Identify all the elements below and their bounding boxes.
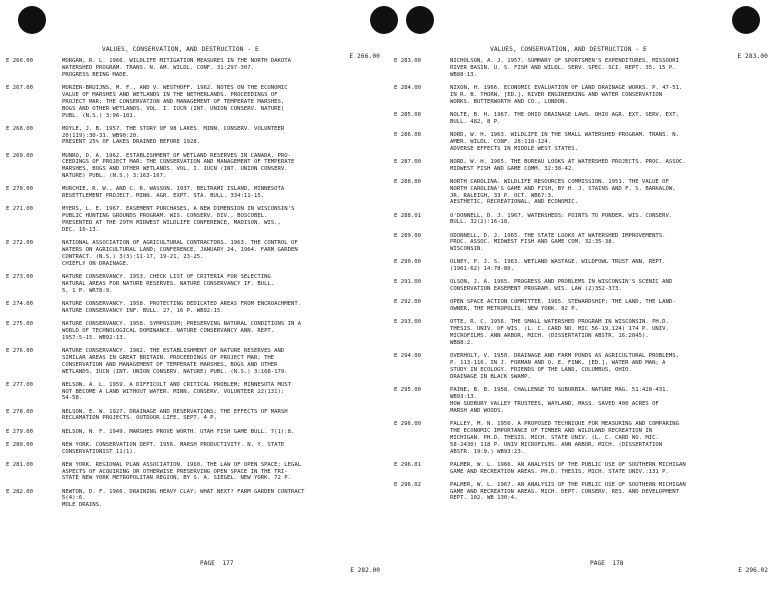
- citation-line: NEWTON, D. F. 1966. DRAINING HEAVY CLAY; WHAT NEXT? FARM GARDEN CONTRACT: [62, 488, 305, 495]
- citation-line: PROC. ASSOC. MIDWEST FISH AND GAME COM. 32:35-38.: [450, 239, 616, 246]
- bibliography-entry: [6, 348, 384, 376]
- citation-line: WATERS ON AGRICULTURAL LAND; CONFERENCE, JANUARY 24, 1964. FARM GARDEN: [62, 247, 298, 254]
- left-entry-list: [6, 58, 384, 515]
- citation-line: NORD, W. H. 1965. THE BUREAU LOOKS AT WATERSHED PROJECTS. PROC. ASSOC.: [450, 158, 686, 165]
- citation-line: RIVER BASIN. U. S. FISH AND WILDL. SERV. SPEC. SCI. REPT. 35, 15 P.: [450, 64, 676, 71]
- entry-code: E 274.00: [6, 300, 33, 307]
- citation-line: PUBLIC HUNTING GROUNDS PROGRAM. WIS. CONSERV. DIV., BOSCOBEL.: [62, 213, 268, 220]
- bibliography-entry: [394, 112, 772, 126]
- entry-code: E 281.00: [6, 461, 33, 468]
- citation-line: RESETTLEMENT PROJECT. MINN. AGR. EXPT. STA. BULL. 334:11-15.: [62, 193, 265, 200]
- entry-citation: [450, 421, 772, 456]
- citation-line: WORKS. BUTTERWORTH AND CO., LONDON.: [450, 98, 568, 105]
- entry-code: E 296.02: [394, 481, 421, 488]
- citation-line: MORGAN, R. L. 1966. WILDLIFE MITIGATION MEASURES IN THE NORTH DAKOTA: [62, 58, 292, 64]
- citation-line: GAME AND RECREATION AREAS. PH.D. THESIS, MICH. STATE UNIV.:131 P.: [450, 468, 669, 475]
- bibliography-entry: [6, 85, 384, 120]
- citation-line: MYERS, L. E. 1967. EASEMENT PURCHASES, A NEW DIMENSION IN WISCONSIN'S: [62, 206, 295, 213]
- citation-line: 5(4):6.: [62, 495, 86, 502]
- citation-line: AMER. WILDL. CONF. 28:118-124.: [450, 138, 552, 145]
- bibliography-entry: [394, 353, 772, 381]
- bibliography-entry: [394, 319, 772, 347]
- entry-code: E 269.00: [6, 152, 33, 159]
- citation-line: PRESENT 25% OF LAKES DRAINED BEFORE 1928.: [62, 139, 201, 146]
- bibliography-entry: [394, 421, 772, 456]
- right-header-title: VALUES, CONSERVATION, AND DESTRUCTION - E: [490, 46, 647, 53]
- bibliography-entry: [6, 409, 384, 423]
- entry-code: E 295.00: [394, 387, 421, 394]
- citation-line: (1961-62) 14:78-80.: [450, 266, 514, 273]
- citation-line: PROGRESS BEING MADE.: [62, 71, 130, 78]
- bibliography-entry: [6, 321, 384, 342]
- entry-citation: [450, 179, 772, 207]
- bibliography-entry: [6, 382, 384, 403]
- bibliography-entry: [394, 213, 772, 227]
- entry-citation: [62, 321, 384, 342]
- citation-line: O'DONNELL, D. J. 1967. WATERSHEDS: POINTS TO PONDER. WIS. CONSERV.: [450, 212, 673, 219]
- citation-line: 1957:5-15. WB92:13.: [62, 334, 126, 341]
- bibliography-entry: [394, 279, 772, 293]
- entry-citation: [62, 274, 384, 295]
- left-page: [6, 0, 384, 600]
- entry-citation: [62, 58, 384, 79]
- citation-line: NORTH CAROLINA'S GAME AND FISH, BY H. J. STAINS AND F. S. BARKALOW,: [450, 185, 676, 192]
- citation-line: STATE NEW YORK METROPOLITAN REGION, BY S. A. SIEGEL. NEW YORK. 72 P.: [62, 475, 292, 482]
- bibliography-entry: [6, 442, 384, 456]
- citation-line: NATURE CONSERVANCY. 1953. CHECK LIST OF CRITERIA FOR SELECTING: [62, 273, 271, 280]
- right-footer-range: E 296.02: [738, 567, 768, 574]
- citation-line: JR. RALEIGH, 33 P. OCT. WB67:3.: [450, 192, 555, 199]
- citation-line: CEEDINGS OF PROJECT MAR; THE CONSERVATION AND MANAGEMENT OF TEMPERATE: [62, 159, 295, 166]
- citation-line: OLNEY, P. J. S. 1963. WETLAND WASTAGE. WILDFOWL TRUST ANN. REPT.: [450, 259, 666, 266]
- entry-code: E 273.00: [6, 273, 33, 280]
- entry-citation: [62, 186, 384, 200]
- entry-citation: [450, 259, 772, 273]
- bibliography-entry: [6, 206, 384, 234]
- bibliography-entry: [394, 85, 772, 106]
- citation-line: NATURAL AREAS FOR NATURE RESERVES. NATURE CONSERVANCY IF. BULL.: [62, 280, 275, 287]
- citation-line: THESIS. UNIV. OF WIS. (L. C. CARD NO. MIC 56-19,124) 174 P. UNIV.: [450, 326, 669, 333]
- entry-code: E 272.00: [6, 240, 33, 247]
- citation-line: PALMER, W. L. 1966. AN ANALYSIS OF THE PUBLIC USE OF SOUTHERN MICHIGAN: [450, 461, 686, 468]
- bibliography-entry: [6, 429, 384, 436]
- citation-line: STUDY IN ECOLOGY. FRIENDS OF THE LAND, COLUMBUS, OHIO.: [450, 367, 632, 374]
- entry-code: E 271.00: [6, 206, 33, 213]
- entry-citation: [450, 58, 772, 79]
- citation-line: OPEN SPACE ACTION COMMITTEE. 1965. STEWARDSHIP; THE LAND, THE LAND-: [450, 299, 676, 306]
- citation-line: NEW YORK. CONSERVATION DEPT. 1956. MARSH PRODUCTIVITY. N. Y. STATE: [62, 441, 285, 448]
- left-page-footer: [6, 553, 384, 581]
- entry-citation: [450, 213, 772, 227]
- entry-code: E 296.00: [394, 420, 421, 427]
- citation-line: RECLAMATION PROJECTS. OUTDOOR LIFE, SEPT. 4 P.: [62, 415, 217, 422]
- bibliography-entry: [6, 301, 384, 315]
- entry-code: E 268.00: [6, 125, 33, 132]
- right-page: [394, 0, 772, 600]
- entry-code: E 287.00: [394, 158, 421, 165]
- entry-code: E 266.00: [6, 58, 33, 64]
- entry-code: E 284.00: [394, 84, 421, 91]
- bibliography-entry: [394, 482, 772, 503]
- citation-line: REPT. 102. WB 130:4.: [450, 495, 518, 502]
- citation-line: WORLD OF TECHNOLOGICAL DOMINANCE. NATURE CONSERVANCY ANN. REPT.: [62, 327, 275, 334]
- entry-code: E 270.00: [6, 186, 33, 193]
- entry-code: E 279.00: [6, 428, 33, 435]
- entry-citation: [62, 153, 384, 181]
- bibliography-entry: [394, 462, 772, 476]
- entry-code: E 291.00: [394, 279, 421, 286]
- citation-line: MARSH AND WOODS.: [450, 407, 504, 414]
- citation-line: MICROFILMS. ANN ARBOR, MICH. (DISSERTATION ABSTR. 16:2045).: [450, 333, 649, 340]
- citation-line: MIDWEST FISH AND GAME COMM. 32:38-42.: [450, 165, 575, 172]
- entry-citation: [450, 233, 772, 254]
- bibliography-entry: [6, 240, 384, 268]
- citation-line: OWNER, THE METROPOLIS. NEW YORK. 82 P.: [450, 306, 578, 313]
- citation-line: ABSTR. 19:9.) WB93:23.: [450, 448, 525, 455]
- entry-citation: [62, 206, 384, 234]
- entry-citation: [62, 442, 384, 456]
- left-page-number: PAGE 177: [200, 560, 234, 567]
- citation-line: NOT BECOME A LAND WITHOUT WATER. MINN. CONSERV. VOLUNTEER 22(131):: [62, 388, 285, 395]
- citation-line: BOGS AND OTHER WETLANDS. VOL. I. IUCN (INT. UNION CONSERV. NATURE): [62, 105, 285, 112]
- citation-line: NOLTE, B. H. 1967. THE OHIO DRAINAGE LAWS. OHIO AGR. EXT. SERV. EXT.: [450, 111, 680, 118]
- citation-line: CONSERVATION AND MANAGEMENT OF TEMPERATE MARSHES, BOGS AND OTHER: [62, 361, 278, 368]
- entry-citation: [450, 112, 772, 126]
- citation-line: CONTRACT. (N.S.) 3(3):11-17, 19-21, 23-25.: [62, 253, 204, 260]
- citation-line: MOLE DRAINS.: [62, 502, 103, 509]
- citation-line: CONSERVATION EASEMENT PROGRAM. WIS. LAW (2)352-373.: [450, 286, 622, 293]
- entry-citation: [450, 132, 772, 153]
- citation-line: NORD, W. H. 1963. WILDLIFE IN THE SMALL WATERSHED PROGRAM. TRANS. N.: [450, 131, 680, 138]
- right-header-range: E 283.00: [737, 53, 768, 60]
- citation-line: HOW SUDBURY VALLEY TRUSTEES, WAYLAND, MASS. SAVED 400 ACRES OF: [450, 400, 659, 407]
- bibliography-entry: [394, 58, 772, 79]
- citation-line: OLSON, J. A. 1965. PROGRESS AND PROBLEMS IN WISCONSIN'S SCENIC AND: [450, 279, 673, 286]
- citation-line: PRESENTED AT THE 29TH MIDWEST WILDLIFE CONFERENCE, MADISON, WIS.,: [62, 220, 281, 227]
- entry-code: E 292.00: [394, 299, 421, 306]
- citation-line: NATURE CONSERVANCY INF. BULL. 27, 16 P. WB92:15.: [62, 307, 224, 314]
- citation-line: DEC. 10-13.: [62, 227, 100, 234]
- citation-line: PUBL. (N.S.) 3:96-101.: [62, 112, 137, 119]
- citation-line: NATURE CONSERVANCY. 1958. SYMPOSIUM; PRESERVING NATURAL CONDITIONS IN A: [62, 320, 302, 327]
- citation-line: MURCHIE, R. W., AND C. R. WASSON. 1937. BELTRAMI ISLAND, MINNESOTA: [62, 186, 285, 193]
- citation-line: PALMER, W. L. 1967. AN ANALYSIS OF THE PUBLIC USE OF SOUTHERN MICHIGAN: [450, 481, 686, 488]
- citation-line: DRAINAGE IN BLACK SWAMP.: [450, 373, 531, 380]
- citation-line: MARSHES, BOGS AND OTHER WETLANDS. VOL. I. IUCN (INT. UNION CONSERV.: [62, 166, 288, 173]
- bibliography-entry: [394, 179, 772, 207]
- citation-line: NELSON, A. L. 1959. A DIFFICULT AND CRITICAL PROBLEM; MINNESOTA MUST: [62, 381, 292, 388]
- entry-code: E 285.00: [394, 111, 421, 118]
- citation-line: NICHOLSON, A. J. 1957. SUMMARY OF SPORTSMEN'S EXPENDITURES, MISSOURI: [450, 58, 680, 64]
- citation-line: WATERSHED PROGRAM. TRANS. N. AM. WILDL. CONF. 31:297-307.: [62, 64, 254, 71]
- entry-code: E 294.00: [394, 353, 421, 360]
- citation-line: MORZER-BRUIJNS, M. F., AND V. WESTHOFF. 1962. NOTES ON THE ECONOMIC: [62, 84, 288, 91]
- citation-line: NIXON, H. 1966. ECONOMIC EVALUATION OF LAND DRAINAGE WORKS. P. 47-51.: [450, 84, 683, 91]
- entry-code: E 280.00: [6, 441, 33, 448]
- citation-line: WETLANDS. IUCN (INT. UNION CONSERV. NATURE) PUBL. (N.S.) 3:168-179.: [62, 368, 288, 375]
- citation-line: P. 113-116. IN J. FORMAN AND O. E. FINK, [ED.], WATER AND MAN; A: [450, 360, 666, 367]
- citation-line: 20(119):30-31. WB90:20.: [62, 132, 140, 139]
- citation-line: PAINE, B. B. 1958. CHALLENGE TO SUBURBIA. NATURE MAG. 51:428-431.: [450, 387, 669, 394]
- bibliography-entry: [394, 132, 772, 153]
- entry-code: E 288.00: [394, 178, 421, 185]
- entry-citation: [62, 429, 384, 436]
- citation-line: NATURE CONSERVANCY. 1962. THE ESTABLISHMENT OF NATURE RESERVES AND: [62, 347, 285, 354]
- bibliography-entry: [394, 299, 772, 313]
- entry-citation: [450, 319, 772, 347]
- citation-line: 58-2430) 118 P. UNIV MICROFILMS. ANN ARBOR, MICH. (DISSERTATION: [450, 441, 663, 448]
- citation-line: BULL. 32(2):16-18.: [450, 219, 511, 226]
- bibliography-entry: [6, 58, 384, 79]
- entry-citation: [450, 462, 772, 476]
- citation-line: NELSON, N. F. 1949. MARSHES PROVE WORTH. UTAH FISH GAME BULL. 7(1):8.: [62, 428, 295, 435]
- citation-line: NORTH CAROLINA. WILDLIFE RESOURCES COMMISSION. 1951. THE VALUE OF: [450, 178, 669, 185]
- entry-citation: [62, 85, 384, 120]
- entry-citation: [450, 482, 772, 503]
- entry-citation: [62, 126, 384, 147]
- left-header-range: E 266.00: [349, 53, 380, 60]
- entry-code: E 283.00: [394, 58, 421, 64]
- entry-citation: [62, 489, 384, 510]
- right-entry-list: [394, 58, 772, 509]
- left-footer-range: E 282.00: [350, 567, 380, 574]
- entry-citation: [450, 159, 772, 173]
- right-page-footer: [394, 553, 772, 581]
- entry-citation: [62, 348, 384, 376]
- bibliography-entry: [6, 462, 384, 483]
- entry-code: E 289.00: [394, 232, 421, 239]
- citation-line: CONSERVATIONIST 11(1).: [62, 448, 137, 455]
- bibliography-entry: [394, 159, 772, 173]
- citation-line: GAME AND RECREATION AREAS. MICH. DEPT. CONSERV. RES. AND DEVELOPMENT: [450, 488, 680, 495]
- entry-citation: [450, 279, 772, 293]
- citation-line: MUNRO, D. A. 1962. ESTABLISHMENT OF WETLAND RESERVES IN CANADA. PRO-: [62, 152, 292, 159]
- entry-citation: [62, 462, 384, 483]
- entry-code: E 275.00: [6, 320, 33, 327]
- entry-code: E 296.01: [394, 461, 421, 468]
- bibliography-entry: [6, 153, 384, 181]
- citation-line: NATIONAL ASSOCIATION OF AGRICULTURAL CONTRACTORS. 1963. THE CONTROL OF: [62, 240, 298, 247]
- entry-citation: [450, 85, 772, 106]
- bibliography-entry: [394, 233, 772, 254]
- right-page-number: PAGE 178: [590, 560, 624, 567]
- citation-line: MOYLE, J. B. 1957. THE STORY OF 98 LAKES. MINN. CONSERV. VOLUNTEER: [62, 125, 285, 132]
- entry-citation: [62, 382, 384, 403]
- citation-line: WB93:13.: [450, 393, 477, 400]
- citation-line: PALLEY, M. N. 1956. A PROPOSED TECHNIQUE FOR MEASURING AND COMPARING: [450, 420, 680, 427]
- bibliography-entry: [6, 126, 384, 147]
- citation-line: NEW YORK. REGIONAL PLAN ASSOCIATION. 1960. THE LAW OF OPEN SPACE; LEGAL: [62, 461, 302, 468]
- bibliography-entry: [6, 274, 384, 295]
- entry-citation: [62, 409, 384, 423]
- citation-line: NELSON, E. W. 1927. DRAINAGE AND RESERVATIONS; THE EFFECTS OF MARSH: [62, 408, 288, 415]
- citation-line: CHIEFLY ON DRAINAGE.: [62, 260, 130, 267]
- citation-line: BULL. 482, 8 P.: [450, 118, 501, 125]
- bibliography-entry: [6, 489, 384, 510]
- citation-line: WB88:13.: [450, 71, 477, 78]
- entry-code: E 290.00: [394, 259, 421, 266]
- entry-citation: [450, 353, 772, 381]
- entry-code: E 278.00: [6, 408, 33, 415]
- citation-line: OVERHOLT, V. 1950. DRAINAGE AND FARM PONDS AS AGRICULTURAL PROBLEMS,: [450, 353, 680, 360]
- citation-line: ADVERSE EFFECTS IN MIDDLE WEST STATES.: [450, 145, 578, 152]
- citation-line: OTTE, R. C. 1956. THE SMALL WATERSHED PROGRAM IN WISCONSIN. PH.D.: [450, 319, 669, 326]
- citation-line: MICHIGAN. PH.D. THESIS. MICH. STATE UNIV. (L. C. CARD NO. MIC.: [450, 434, 659, 441]
- citation-line: WISCONSIN.: [450, 246, 484, 253]
- left-header-title: VALUES, CONSERVATION, AND DESTRUCTION - E: [102, 46, 259, 53]
- citation-line: WB88:2.: [450, 340, 474, 347]
- citation-line: NATURE) PUBL. (N.S.) 3:163-167.: [62, 173, 167, 180]
- citation-line: IN R. B. THORN, [ED.], RIVER ENGINEERING AND WATER CONSERVATION: [450, 91, 663, 98]
- citation-line: ASPECTS OF ACQUIRING OR OTHERWISE PRESERVING OPEN SPACE IN THE TRI-: [62, 468, 288, 475]
- citation-line: PROJECT MAR; THE CONSERVATION AND MANAGEMENT OF TEMPERATE MARSHES,: [62, 98, 285, 105]
- citation-line: AESTHETIC, RECREATIONAL, AND ECONOMIC.: [450, 199, 578, 206]
- citation-line: 54-58.: [62, 395, 83, 402]
- bibliography-entry: [394, 259, 772, 273]
- entry-code: E 276.00: [6, 347, 33, 354]
- entry-code: E 293.00: [394, 319, 421, 326]
- entry-citation: [450, 387, 772, 415]
- entry-code: E 288.01: [394, 212, 421, 219]
- citation-line: VALUE OF MARSHES AND WETLANDS IN THE NETHERLANDS. PROCEEDINGS OF: [62, 91, 278, 98]
- bibliography-entry: [394, 387, 772, 415]
- entry-citation: [62, 240, 384, 268]
- entry-code: E 277.00: [6, 381, 33, 388]
- citation-line: NATURE CONSERVANCY. 1958. PROTECTING DEDICATED AREAS FROM ENCROACHMENT.: [62, 300, 302, 307]
- entry-code: E 267.00: [6, 84, 33, 91]
- bibliography-entry: [6, 186, 384, 200]
- citation-line: THE ECONOMIC IMPORTANCE OF TIMBER AND WILDLAND RECREATION IN: [450, 427, 653, 434]
- citation-line: SIMILAR AREAS IN GREAT BRITAIN. PROCEEDINGS OF PROJECT MAR; THE: [62, 354, 275, 361]
- entry-citation: [450, 299, 772, 313]
- entry-citation: [62, 301, 384, 315]
- citation-line: ODONNELL, D. J. 1965. THE STATE LOOKS AT WATERSHED IMPROVEMENTS.: [450, 232, 666, 239]
- entry-code: E 282.00: [6, 488, 33, 495]
- entry-code: E 286.00: [394, 131, 421, 138]
- citation-line: 5, 1 P. WR78:9.: [62, 287, 113, 294]
